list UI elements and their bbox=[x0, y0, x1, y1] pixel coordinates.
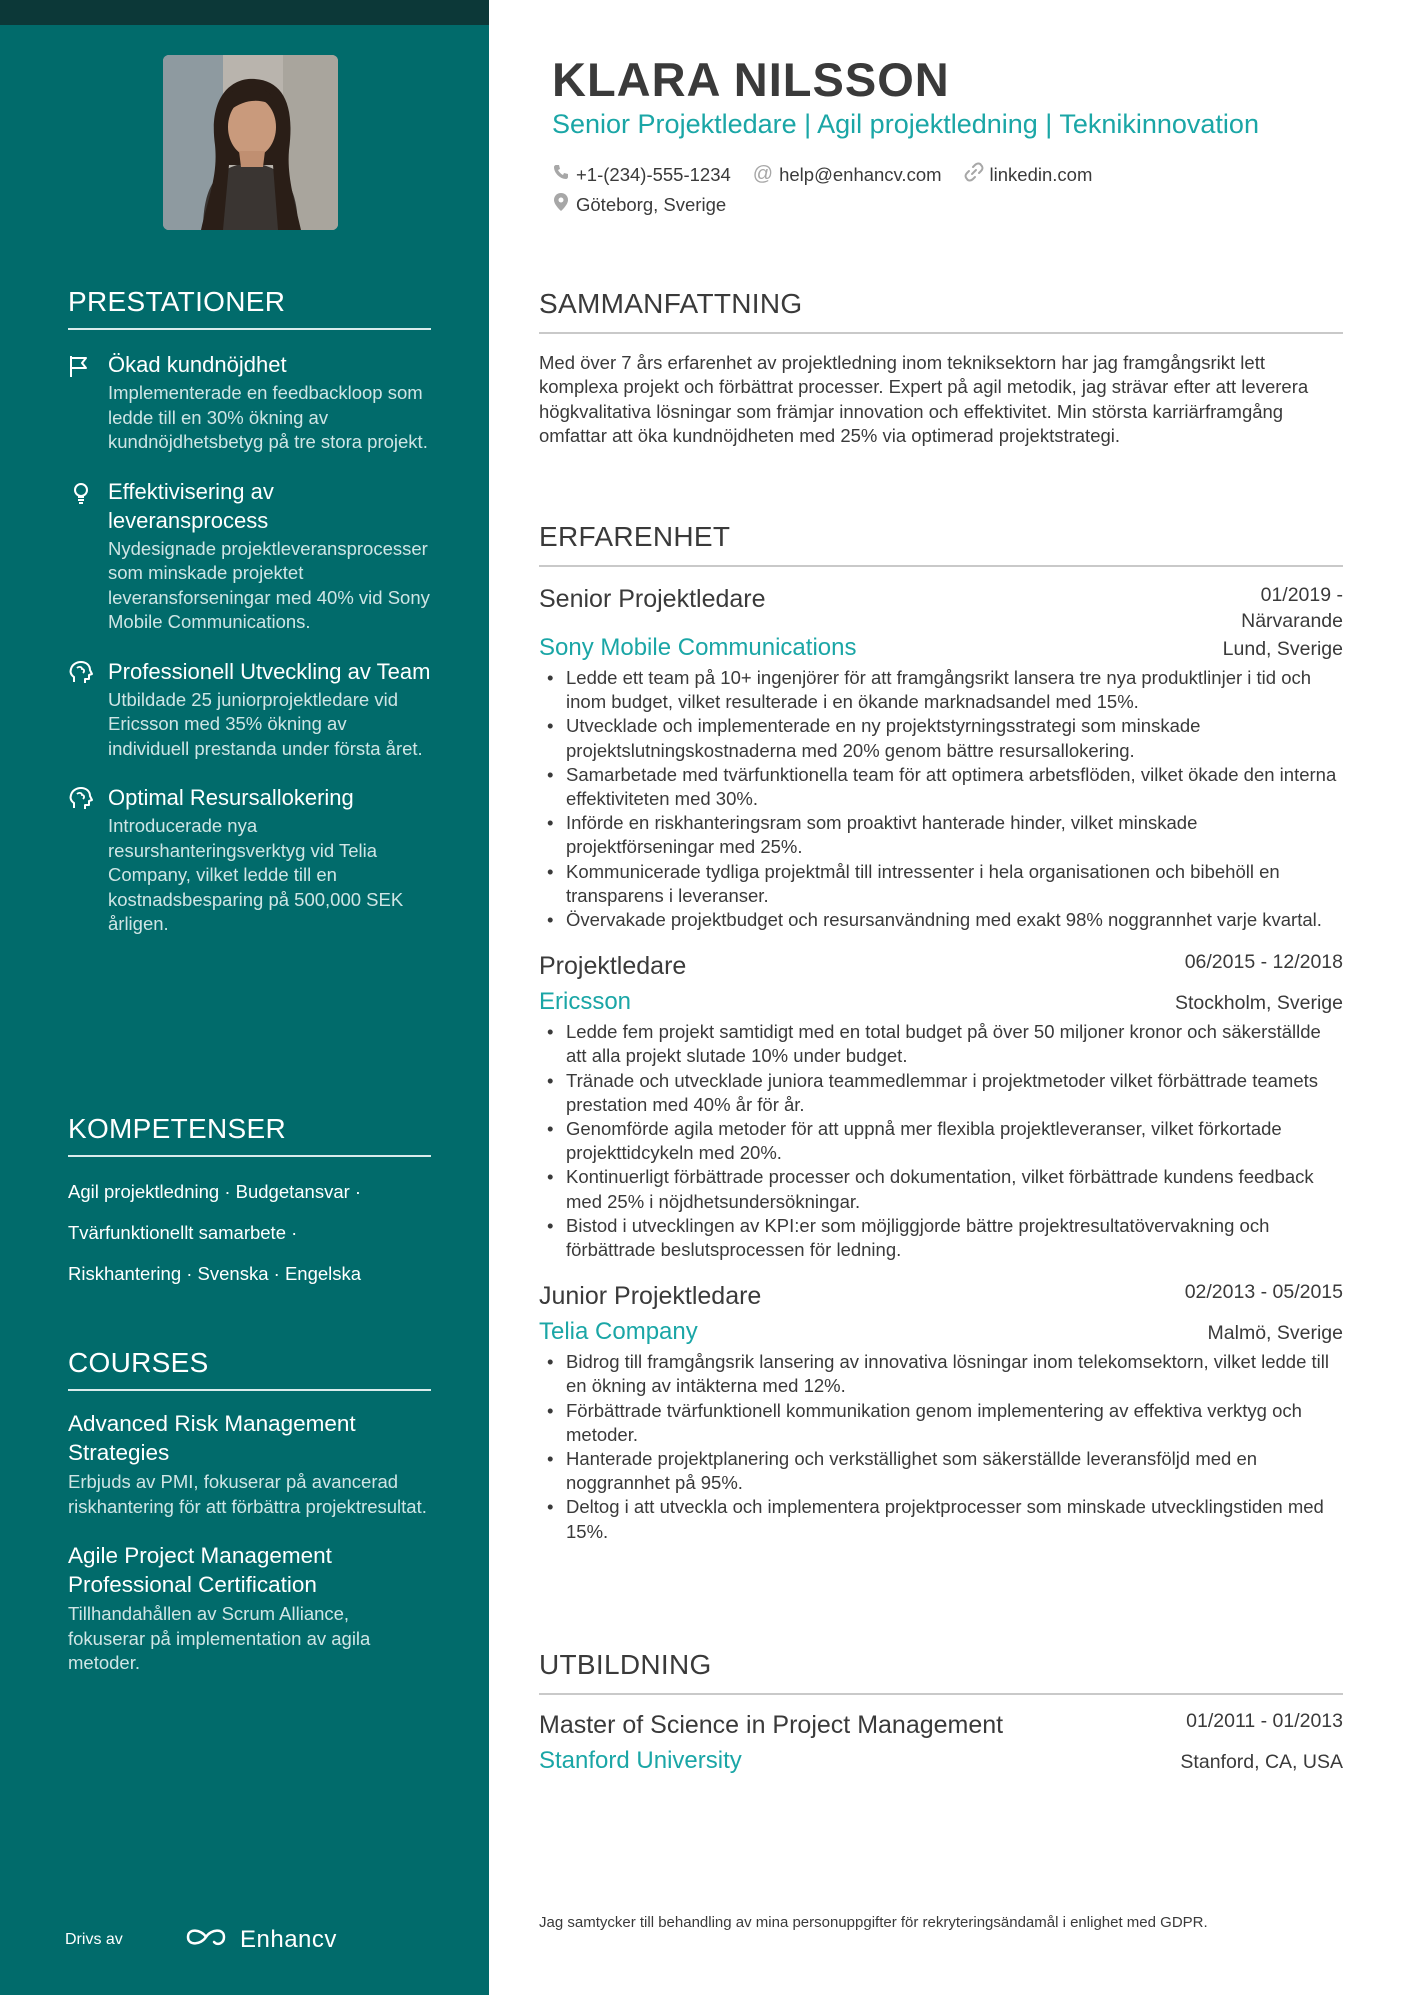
skills-list bbox=[68, 1171, 431, 1294]
achievement-desc: Introducerade nya resurshanteringsverktyg vid Telia Company, vilket ledde till en kostnadsbesparing på 500,000 SEK årligen. bbox=[108, 815, 404, 934]
brand-name: Enhancv bbox=[240, 1925, 337, 1953]
bullet-item: • Ledde fem projekt samtidigt med en total budget på över 50 miljoner kronor och säkerställde att alla projekt slutade 10% under budget. bbox=[539, 1020, 1343, 1068]
courses-title: COURSES bbox=[68, 1347, 431, 1391]
achievements-section bbox=[68, 286, 431, 959]
skills-row: Agil projektledning · Budgetansvar · bbox=[68, 1181, 362, 1202]
contact-location bbox=[552, 192, 726, 217]
job-title: Projektledare bbox=[539, 952, 687, 981]
job-date: 06/2015 - 12/2018 bbox=[1184, 951, 1343, 974]
email-text: help@enhancv.com bbox=[779, 163, 942, 185]
education-section bbox=[539, 1649, 1343, 1775]
gdpr-consent: Jag samtycker till behandling av mina personuppgifter för rekryteringsändamål i enlighet med GDPR. bbox=[539, 1914, 1208, 1931]
job-date: 02/2013 - 05/2015 bbox=[1184, 1281, 1343, 1304]
powered-by-label: Drivs av bbox=[65, 1931, 123, 1948]
education-location: Stanford, CA, USA bbox=[1180, 1751, 1343, 1773]
job-date: 01/2019 - Närvarande bbox=[1241, 584, 1343, 632]
job-location: Malmö, Sverige bbox=[1207, 1322, 1343, 1345]
achievement-item bbox=[68, 783, 431, 937]
achievement-desc: Implementerade en feedbackloop som ledde till en 30% ökning av kundnöjdhetsbetyg på tre stora projekt. bbox=[108, 382, 428, 452]
bullet-item: • Bidrog till framgångsrik lansering av innovativa lösningar inom telekomsektorn, vilket ledde till en ökning av intäkterna med 12%. bbox=[539, 1350, 1343, 1398]
experience-title: ERFARENHET bbox=[539, 521, 1343, 567]
bullet-item: • Genomförde agila metoder för att uppnå mer flexibla projektleveranser, vilket förkortade projekttidcykeln med 20%. bbox=[539, 1117, 1343, 1165]
skills-row: Tvärfunktionellt samarbete · bbox=[68, 1222, 298, 1243]
brand-logo[interactable] bbox=[184, 1925, 337, 1954]
bullet-item: • Ledde ett team på 10+ ingenjörer för att framgångsrikt lansera tre nya produktlinjer i tid och inom budget, vilket resulterade i en ökande marknadsandel med 15%. bbox=[539, 666, 1343, 714]
degree-title: Master of Science in Project Management bbox=[539, 1711, 1004, 1739]
achievements-title: PRESTATIONER bbox=[68, 286, 431, 330]
lightbulb-icon bbox=[68, 480, 94, 506]
brain-icon bbox=[68, 660, 94, 686]
bullet-item: • Kontinuerligt förbättrade processer och dokumentation, vilket förbättrade kundens feedback med 25% i nöjdhetsundersökningar. bbox=[539, 1165, 1343, 1213]
job-bullets bbox=[539, 1020, 1343, 1262]
brain-icon bbox=[68, 786, 94, 812]
course-title: Advanced Risk Management Strategies bbox=[68, 1411, 356, 1465]
phone-text: +1-(234)-555-1234 bbox=[576, 163, 731, 185]
bullet-item: • Deltog i att utveckla och implementera projektprocesser som minskade utvecklingstiden med 15%. bbox=[539, 1495, 1343, 1543]
achievement-item bbox=[68, 477, 431, 635]
job-location: Stockholm, Sverige bbox=[1175, 992, 1343, 1015]
experience-section bbox=[539, 521, 1343, 1544]
course-item bbox=[68, 1541, 431, 1676]
education-title: UTBILDNING bbox=[539, 1649, 1343, 1695]
candidate-name: KLARA NILSSON bbox=[552, 53, 950, 106]
job-entry bbox=[539, 1280, 1343, 1544]
linkedin-text: linkedin.com bbox=[989, 163, 1093, 185]
sidebar bbox=[0, 0, 489, 1995]
summary-title: SAMMANFATTNING bbox=[539, 288, 1343, 334]
job-location: Lund, Sverige bbox=[1222, 638, 1343, 660]
summary-text: Med över 7 års erfarenhet av projektledning inom tekniksektorn har jag framgångsrikt lett komplexa projekt och förbättrat processer. Expert på agil metodik, jag strävar efter att leverera högkvalitativa lösningar som främjar innovation och effektivitet. Min största karriärframgång omfattar att öka kundnöjdheten med 25% via optimerad projektstrategi. bbox=[539, 352, 1309, 447]
course-desc: Erbjuds av PMI, fokuserar på avancerad riskhantering för att förbättra projektresultat. bbox=[68, 1471, 427, 1517]
courses-section bbox=[68, 1347, 431, 1698]
achievement-desc: Utbildade 25 juniorprojektledare vid Ericsson med 35% ökning av individuell prestanda under första året. bbox=[108, 688, 423, 759]
location-text: Göteborg, Sverige bbox=[576, 193, 727, 215]
job-entry bbox=[539, 583, 1343, 932]
link-icon bbox=[964, 162, 984, 187]
contact-row bbox=[552, 162, 1092, 187]
contact-row-2 bbox=[552, 192, 726, 217]
contact-phone[interactable] bbox=[552, 162, 731, 187]
achievement-desc: Nydesignade projektleveransprocesser som minskade projektet leveransforseningar med 40% vid Sony Mobile Communications. bbox=[108, 537, 430, 632]
course-desc: Tillhandahållen av Scrum Alliance, fokuserar på implementation av agila metoder. bbox=[68, 1603, 371, 1673]
bullet-item: • Förbättrade tvärfunktionell kommunikation genom implementering av effektiva verktyg och metoder. bbox=[539, 1399, 1343, 1447]
job-entry bbox=[539, 950, 1343, 1262]
bullet-item: • Samarbetade med tvärfunktionella team för att optimera arbetsflöden, vilket ökade den interna effektiviteten med 30%. bbox=[539, 763, 1343, 811]
job-bullets bbox=[539, 666, 1343, 932]
course-item bbox=[68, 1409, 431, 1519]
achievement-title: Optimal Resursallokering bbox=[108, 785, 354, 810]
achievement-item bbox=[68, 657, 431, 762]
enhancv-logo-icon bbox=[184, 1925, 230, 1954]
candidate-headline: Senior Projektledare | Agil projektledning | Teknikinnovation bbox=[552, 109, 1259, 139]
summary-section bbox=[539, 288, 1343, 449]
contact-linkedin[interactable] bbox=[964, 162, 1093, 187]
phone-icon bbox=[552, 163, 570, 186]
contact-email[interactable] bbox=[753, 162, 942, 187]
job-title: Junior Projektledare bbox=[539, 1282, 762, 1311]
bullet-item: • Utvecklade och implementerade en ny projektstyrningsstrategi som minskade projektslutningskostnaderna med 20% genom bättre resursallokering. bbox=[539, 714, 1343, 762]
profile-photo bbox=[163, 55, 338, 230]
skills-row: Riskhantering · Svenska · Engelska bbox=[68, 1263, 362, 1284]
sidebar-top-band bbox=[0, 0, 489, 25]
bullet-item: • Bistod i utvecklingen av KPI:er som möjliggjorde bättre projektresultatövervakning och förbättrade beslutsprocessen för ledning. bbox=[539, 1214, 1343, 1262]
job-title: Senior Projektledare bbox=[539, 585, 766, 613]
skills-section bbox=[68, 1113, 431, 1294]
bullet-item: • Hanterade projektplanering och verkställighet som säkerställde leveransföljd med en noggrannhet på 95%. bbox=[539, 1447, 1343, 1495]
company-name: Ericsson bbox=[539, 988, 632, 1016]
company-name: Telia Company bbox=[539, 1318, 698, 1346]
achievement-item bbox=[68, 350, 431, 455]
job-bullets bbox=[539, 1350, 1343, 1544]
school-name: Stanford University bbox=[539, 1747, 742, 1774]
course-title: Agile Project Management Professional Certification bbox=[68, 1543, 332, 1597]
bullet-item: • Införde en riskhanteringsram som proaktivt hanterade hinder, vilket minskade projektförseningar med 25%. bbox=[539, 811, 1343, 859]
education-entry bbox=[539, 1709, 1343, 1775]
flag-icon bbox=[68, 353, 94, 379]
achievement-title: Ökad kundnöjdhet bbox=[108, 352, 287, 377]
achievement-title: Effektivisering av leveransprocess bbox=[108, 478, 274, 533]
location-pin-icon bbox=[552, 192, 570, 217]
skills-title: KOMPETENSER bbox=[68, 1113, 431, 1157]
bullet-item: • Övervakade projektbudget och resursanvändning med exakt 98% noggrannhet varje kvartal. bbox=[539, 908, 1343, 932]
bullet-item: • Kommunicerade tydliga projektmål till intressenter i hela organisationen och bibehöll en transparens i leveranser. bbox=[539, 860, 1343, 908]
bullet-item: • Tränade och utvecklade juniora teammedlemmar i projektmetoder vilket förbättrade teamets prestation med 40% år för år. bbox=[539, 1069, 1343, 1117]
at-icon: @ bbox=[752, 163, 774, 185]
achievement-title: Professionell Utveckling av Team bbox=[108, 658, 431, 684]
education-date: 01/2011 - 01/2013 bbox=[1186, 1710, 1343, 1732]
company-name: Sony Mobile Communications bbox=[539, 634, 857, 661]
